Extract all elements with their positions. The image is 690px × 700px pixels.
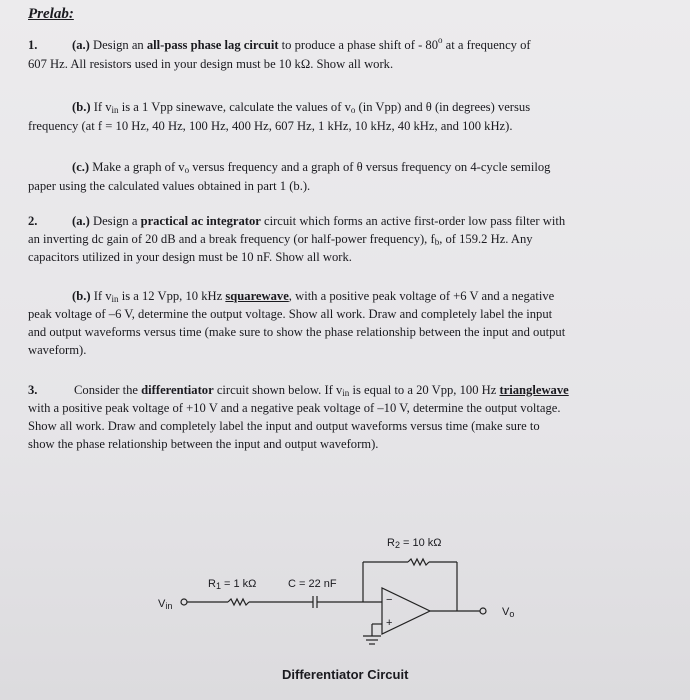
- q2b-line2: peak voltage of –6 V, determine the output voltage. Show all work. Draw and completely label the input: [28, 307, 553, 321]
- q1a-text2: to produce a phase shift of - 80: [278, 38, 439, 52]
- q2-number: 2.: [28, 214, 38, 228]
- q2b-line4: waveform).: [28, 343, 87, 357]
- q3-number: 3.: [28, 383, 38, 397]
- vo-label-v: V: [502, 606, 510, 618]
- q1b-text3: (in Vpp) and θ (in degrees) versus: [355, 100, 531, 114]
- opamp-plus: +: [386, 617, 393, 629]
- q2b-label: (b.): [72, 289, 91, 303]
- q2b-sub-in: in: [111, 294, 119, 304]
- vo-terminal: [480, 608, 486, 614]
- q3-line2: with a positive peak voltage of +10 V and a negative peak voltage of –10 V, determine the output voltage.: [28, 401, 561, 415]
- r2-resistor: [408, 559, 429, 565]
- q2a-sub-b: b: [434, 237, 440, 247]
- q3-bold: differentiator: [141, 383, 214, 397]
- r2-label-sub: 2: [394, 540, 400, 550]
- q1a-label: (a.): [72, 38, 90, 52]
- q2a-line3: capacitors utilized in your design must be 10 nF. Show all work.: [28, 250, 352, 264]
- q2a-line2-text2: , of 159.2 Hz. Any: [439, 232, 533, 246]
- q2a-line2-text: an inverting dc gain of 20 dB and a break frequency (or half-power frequency), f: [28, 232, 435, 246]
- q2a-text: Design a: [89, 214, 141, 228]
- q3-text2: circuit shown below. If v: [213, 383, 343, 397]
- r1-label-value: = 1 kΩ: [220, 578, 257, 590]
- c-label: C = 22 nF: [288, 578, 337, 590]
- vin-label: [158, 598, 172, 610]
- vin-label-v: V: [158, 598, 166, 610]
- r1-label-r: R: [208, 578, 216, 590]
- q1c-sub-o: o: [184, 165, 190, 175]
- q1c-text: Make a graph of v: [89, 160, 185, 174]
- q1b-line1: [72, 99, 530, 115]
- page-title: Prelab:: [28, 6, 74, 22]
- vo-label-sub: o: [509, 609, 515, 619]
- q3-sub-in: in: [342, 388, 350, 398]
- q1b-line2: frequency (at f = 10 Hz, 40 Hz, 100 Hz, 400 Hz, 607 Hz, 1 kHz, 10 kHz, 40 kHz, and 100 kHz).: [28, 119, 513, 133]
- degree-sup: o: [438, 35, 443, 45]
- q1a-text3: at a frequency of: [442, 38, 531, 52]
- q2a-line2: [28, 231, 533, 247]
- q2a-text2: circuit which forms an active first-order low pass filter with: [260, 214, 566, 228]
- vo-label: [502, 606, 514, 618]
- q1a-line1: [28, 37, 531, 53]
- q1c-text2: versus frequency and a graph of θ versus frequency on 4-cycle semilog: [189, 160, 551, 174]
- q1b-text2: is a 1 Vpp sinewave, calculate the values of v: [118, 100, 351, 114]
- circuit-caption: Differentiator Circuit: [282, 667, 409, 682]
- r1-label: [208, 578, 256, 590]
- q3-text3: is equal to a 20 Vpp, 100 Hz: [349, 383, 500, 397]
- q1c-label: (c.): [72, 160, 90, 174]
- q3-text: Consider the: [74, 383, 142, 397]
- q3-underline: trianglewave: [499, 383, 569, 397]
- q1a-line2: 607 Hz. All resistors used in your design must be 10 kΩ. Show all work.: [28, 57, 394, 71]
- q2a-bold: practical ac integrator: [140, 214, 261, 228]
- q2b-line1: [72, 288, 554, 304]
- q1b-text: If v: [90, 100, 112, 114]
- q3-line3: Show all work. Draw and completely label the input and output waveforms versus time (make sure to: [28, 419, 540, 433]
- q2a-label: (a.): [72, 214, 90, 228]
- r1-label-sub: 1: [215, 581, 221, 591]
- q1-number: 1.: [28, 38, 38, 52]
- q2b-underline: squarewave: [225, 289, 289, 303]
- q1b-label: (b.): [72, 100, 91, 114]
- q1b-sub-o: o: [350, 105, 356, 115]
- q1c-line2: paper using the calculated values obtained in part 1 (b.).: [28, 179, 311, 193]
- q2b-text3: , with a positive peak voltage of +6 V and a negative: [288, 289, 555, 303]
- q2b-text2: is a 12 Vpp, 10 kHz: [118, 289, 226, 303]
- vin-terminal: [181, 599, 187, 605]
- vin-label-sub: in: [165, 601, 173, 611]
- q3-line1: [28, 382, 569, 398]
- q1c-line1: [72, 159, 550, 175]
- q3-line4: show the phase relationship between the input and output waveform).: [28, 437, 379, 451]
- q1a-bold: all-pass phase lag circuit: [146, 38, 279, 52]
- q2b-line3: and output waveforms versus time (make sure to show the phase relationship between the input and output: [28, 325, 566, 339]
- q2a-line1: [28, 213, 565, 229]
- q1a-text: Design an: [89, 38, 147, 52]
- r2-label-r: R: [387, 537, 395, 549]
- opamp-minus: −: [386, 594, 393, 606]
- r1-resistor: [228, 599, 249, 605]
- r2-label: [387, 537, 442, 549]
- r2-label-value: = 10 kΩ: [399, 537, 442, 549]
- q2b-text: If v: [90, 289, 112, 303]
- q1b-sub-in: in: [111, 105, 119, 115]
